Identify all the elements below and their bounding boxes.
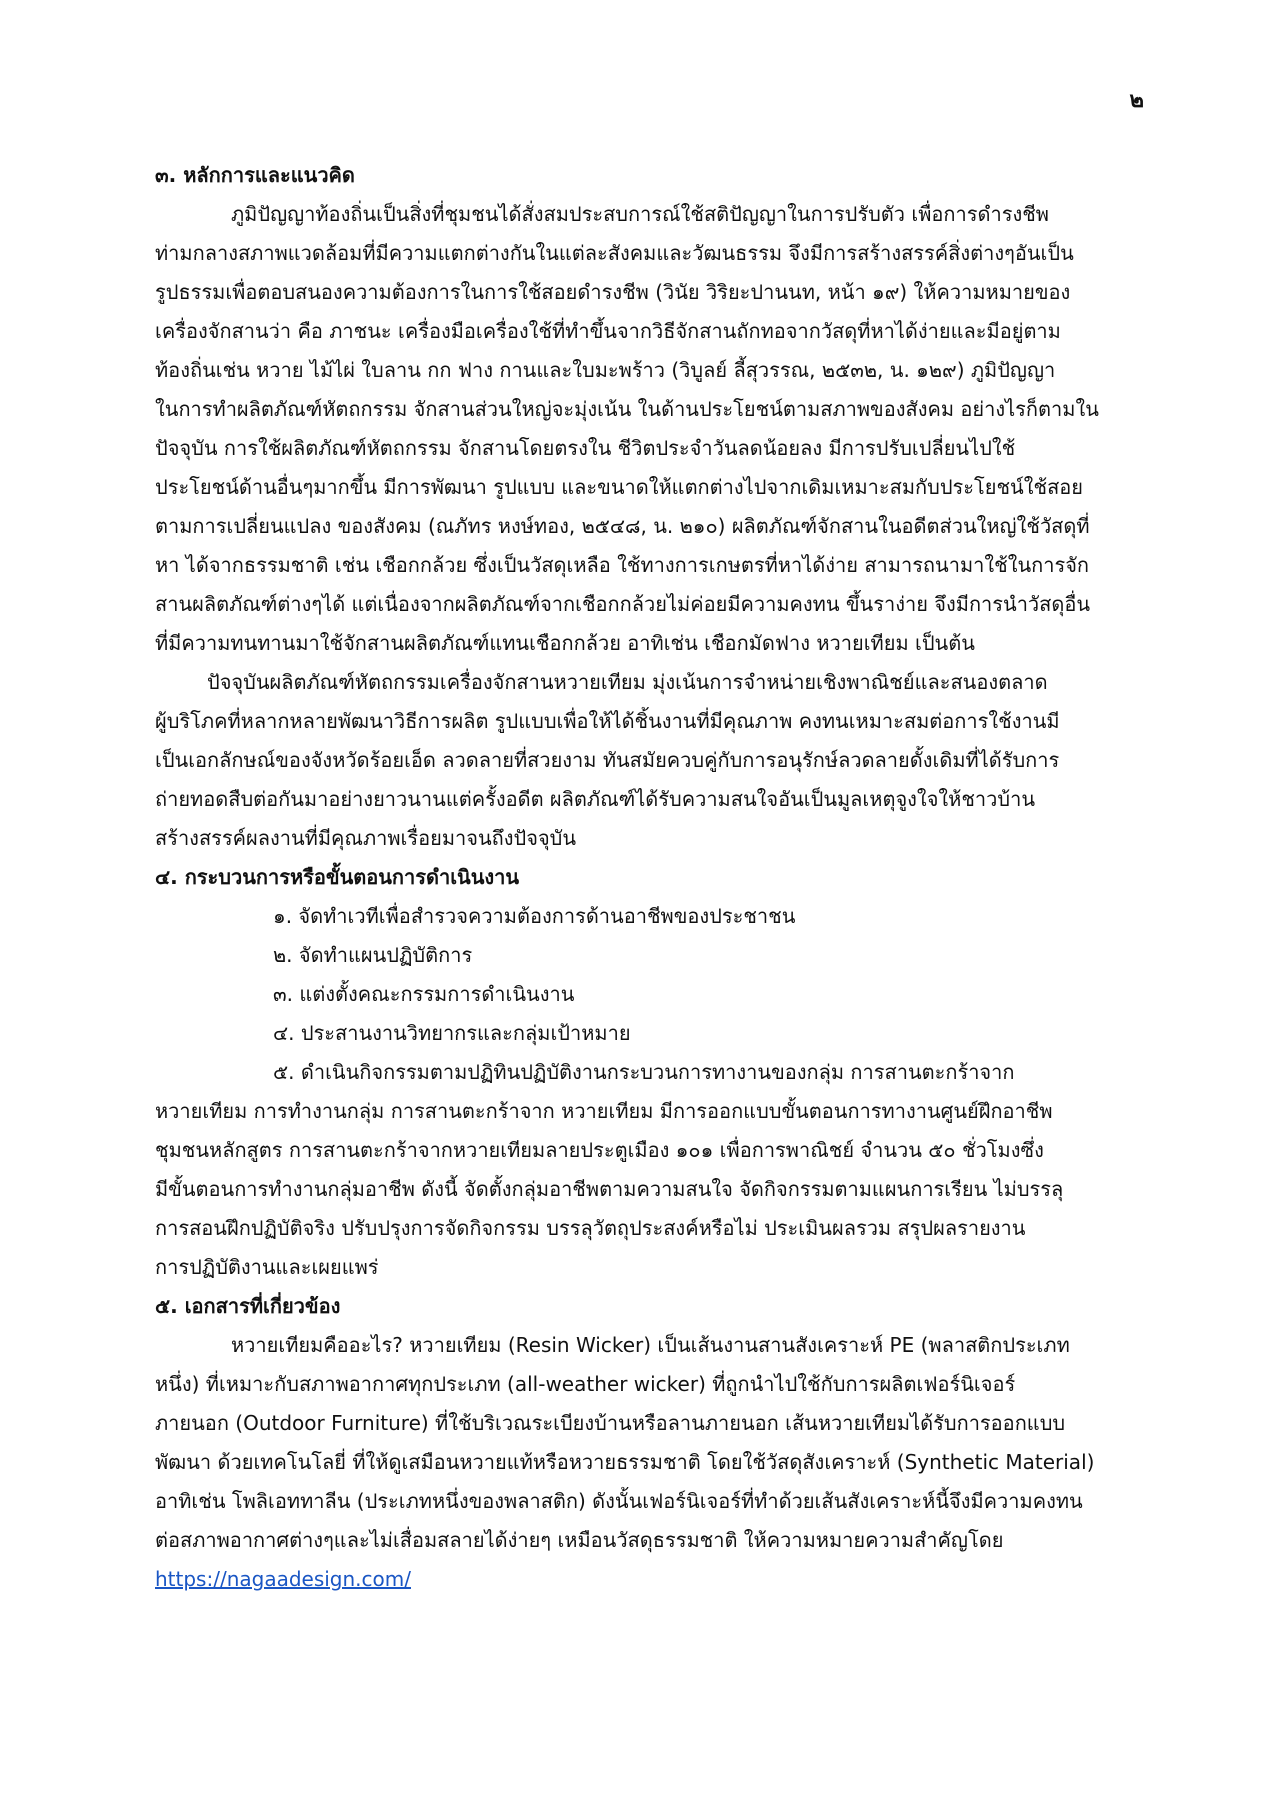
- paragraph-line: การปฏิบัติงานและเผยแพร่: [155, 1255, 379, 1279]
- paragraph-line: ท้องถิ่นเช่น หวาย ไม้ไผ่ ใบลาน กก ฟาง กานและใบมะพร้าว (วิบูลย์ ลี้สุวรรณ, ๒๕๓๒, น. ๑๒๙) ภูมิปัญญา: [155, 358, 1056, 382]
- paragraph-line: หนึ่ง) ที่เหมาะกับสภาพอากาศทุกประเภท (all-weather wicker) ที่ถูกนำไปใช้กับการผลิตเฟอร์นิเจอร์: [155, 1372, 1016, 1396]
- paragraph-line: ต่อสภาพอากาศต่างๆและไม่เสื่อมสลายได้ง่ายๆ เหมือนวัสดุธรรมชาติ ให้ความหมายความสำคัญโดย: [155, 1528, 1004, 1552]
- paragraph-line: การสอนฝึกปฏิบัติจริง ปรับปรุงการจัดกิจกรรม บรรลุวัตถุประสงค์หรือไม่ ประเมินผลรวม สรุปผลรายงาน: [155, 1216, 1026, 1240]
- list-item: ๒. จัดทำแผนปฏิบัติการ: [273, 943, 473, 967]
- section-4-heading: ๔. กระบวนการหรือขั้นตอนการดำเนินงาน: [155, 865, 520, 889]
- reference-link[interactable]: https://nagaadesign.com/: [155, 1567, 411, 1591]
- paragraph-line: ปัจจุบันผลิตภัณฑ์หัตถกรรมเครื่องจักสานหวายเทียม มุ่งเน้นการจำหน่ายเชิงพาณิชย์และสนองตลาด: [207, 670, 1048, 694]
- paragraph-line: เป็นเอกลักษณ์ของจังหวัดร้อยเอ็ด ลวดลายที่สวยงาม ทันสมัยควบคู่กับการอนุรักษ์ลวดลายดั้งเดิมที่ได้รับการ: [155, 748, 1060, 772]
- paragraph-line: ปัจจุบัน การใช้ผลิตภัณฑ์หัตถกรรม จักสานโดยตรงใน ชีวิตประจำวันลดน้อยลง มีการปรับเปลี่ยนไปใช้: [155, 436, 1016, 460]
- list-item: ๑. จัดทำเวทีเพื่อสำรวจความต้องการด้านอาชีพของประชาชน: [273, 904, 796, 928]
- reference-link-line: [155, 1560, 1123, 1599]
- section-5-heading: ๕. เอกสารที่เกี่ยวข้อง: [155, 1294, 341, 1318]
- paragraph-line: ถ่ายทอดสืบต่อกันมาอย่างยาวนานแต่ครั้งอดีต ผลิตภัณฑ์ได้รับความสนใจอันเป็นมูลเหตุจูงใจให้ชาวบ้าน: [155, 787, 1035, 811]
- section-3-paragraph-2: [155, 663, 1123, 858]
- paragraph-line: ท่ามกลางสภาพแวดล้อมที่มีความแตกต่างกันในแต่ละสังคมและวัฒนธรรม จึงมีการสร้างสรรค์สิ่งต่างๆอันเป็น: [155, 241, 1074, 265]
- paragraph-line: ภูมิปัญญาท้องถิ่นเป็นสิ่งที่ชุมชนได้สั่งสมประสบการณ์ใช้สติปัญญาในการปรับตัว เพื่อการดำรงชีพ: [231, 202, 1049, 226]
- paragraph-line: อาทิเช่น โพลิเอททาลีน (ประเภทหนึ่งของพลาสติก) ดังนั้นเฟอร์นิเจอร์ที่ทำด้วยเส้นสังเคราะห์นี้จึงมีความคงทน: [155, 1489, 1083, 1513]
- document-body: [155, 156, 1123, 1599]
- list-item: ๔. ประสานงานวิทยากรและกลุ่มเป้าหมาย: [273, 1021, 631, 1045]
- paragraph-line: ที่มีความทนทานมาใช้จักสานผลิตภัณฑ์แทนเชือกกล้วย อาทิเช่น เชือกมัดฟาง หวายเทียม เป็นต้น: [155, 631, 975, 655]
- paragraph-line: มีขั้นตอนการทำงานกลุ่มอาชีพ ดังนี้ จัดตั้งกลุ่มอาชีพตามความสนใจ จัดกิจกรรมตามแผนการเรียน ไม่บรรลุ: [155, 1177, 1064, 1201]
- paragraph-line: ประโยชน์ด้านอื่นๆมากขึ้น มีการพัฒนา รูปแบบ และขนาดให้แตกต่างไปจากเดิมเหมาะสมกับประโยชน์ใช้สอย: [155, 475, 1084, 499]
- list-item: ๓. แต่งตั้งคณะกรรมการดำเนินงาน: [273, 982, 575, 1006]
- list-item: ๕. ดำเนินกิจกรรมตามปฏิทินปฏิบัติงานกระบวนการทางานของกลุ่ม การสานตะกร้าจาก: [273, 1060, 1015, 1084]
- paragraph-line: ผู้บริโภคที่หลากหลายพัฒนาวิธีการผลิต รูปแบบเพื่อให้ได้ชิ้นงานที่มีคุณภาพ คงทนเหมาะสมต่อการใช้งานมี: [155, 709, 1060, 733]
- paragraph-line: ภายนอก (Outdoor Furniture) ที่ใช้บริเวณระเบียงบ้านหรือลานภายนอก เส้นหวายเทียมได้รับการออกแบบ: [155, 1411, 1066, 1435]
- paragraph-line: รูปธรรมเพื่อตอบสนองความต้องการในการใช้สอยดำรงชีพ (วินัย วิริยะปานนท, หน้า ๑๙) ให้ความหมายของ: [155, 280, 1071, 304]
- paragraph-line: หา ได้จากธรรมชาติ เช่น เชือกกล้วย ซึ่งเป็นวัสดุเหลือ ใช้ทางการเกษตรที่หาได้ง่าย สามารถนามาใช้ในการจัก: [155, 553, 1090, 577]
- page-number: ๒: [1129, 88, 1144, 113]
- paragraph-line: หวายเทียมคืออะไร? หวายเทียม (Resin Wicker) เป็นเส้นงานสานสังเคราะห์ PE (พลาสติกประเภท: [231, 1333, 1070, 1357]
- paragraph-line: พัฒนา ด้วยเทคโนโลยี่ ที่ให้ดูเสมือนหวายแท้หรือหวายธรรมชาติ โดยใช้วัสดุสังเคราะห์ (Synthetic Material): [155, 1450, 1095, 1474]
- paragraph-line: สร้างสรรค์ผลงานที่มีคุณภาพเรื่อยมาจนถึงปัจจุบัน: [155, 826, 577, 850]
- section-3-paragraph-1: [155, 195, 1123, 663]
- paragraph-line: ในการทำผลิตภัณฑ์หัตถกรรม จักสานส่วนใหญ่จะมุ่งเน้น ในด้านประโยชน์ตามสภาพของสังคม อย่างไรก็ตามใน: [155, 397, 1099, 421]
- section-3-heading: ๓. หลักการและแนวคิด: [155, 163, 355, 187]
- paragraph-line: เครื่องจักสานว่า คือ ภาชนะ เครื่องมือเครื่องใช้ที่ทำขึ้นจากวิธีจักสานถักทอจากวัสดุที่หาได้ง่ายและมีอยู่ตาม: [155, 319, 1061, 343]
- paragraph-line: ชุมชนหลักสูตร การสานตะกร้าจากหวายเทียมลายประตูเมือง ๑๐๑ เพื่อการพาณิชย์ จำนวน ๕๐ ชั่วโมงซึ่ง: [155, 1138, 1044, 1162]
- paragraph-line: หวายเทียม การทำงานกลุ่ม การสานตะกร้าจาก หวายเทียม มีการออกแบบขั้นตอนการทางานศูนย์ฝึกอาชีพ: [155, 1099, 1053, 1123]
- paragraph-line: ตามการเปลี่ยนแปลง ของสังคม (ณภัทร หงษ์ทอง, ๒๕๔๘, น. ๒๑๐) ผลิตภัณฑ์จักสานในอดีตส่วนใหญ่ใช้วัสดุที่: [155, 514, 1090, 538]
- section-4-continuation: [155, 1092, 1123, 1287]
- section-4-steps-list: [155, 897, 1123, 1092]
- paragraph-line: สานผลิตภัณฑ์ต่างๆได้ แต่เนื่องจากผลิตภัณฑ์จากเชือกกล้วยไม่ค่อยมีความคงทน ขึ้นราง่าย จึงมีการนำวัสดุอื่น: [155, 592, 1091, 616]
- section-5-paragraph: [155, 1326, 1123, 1560]
